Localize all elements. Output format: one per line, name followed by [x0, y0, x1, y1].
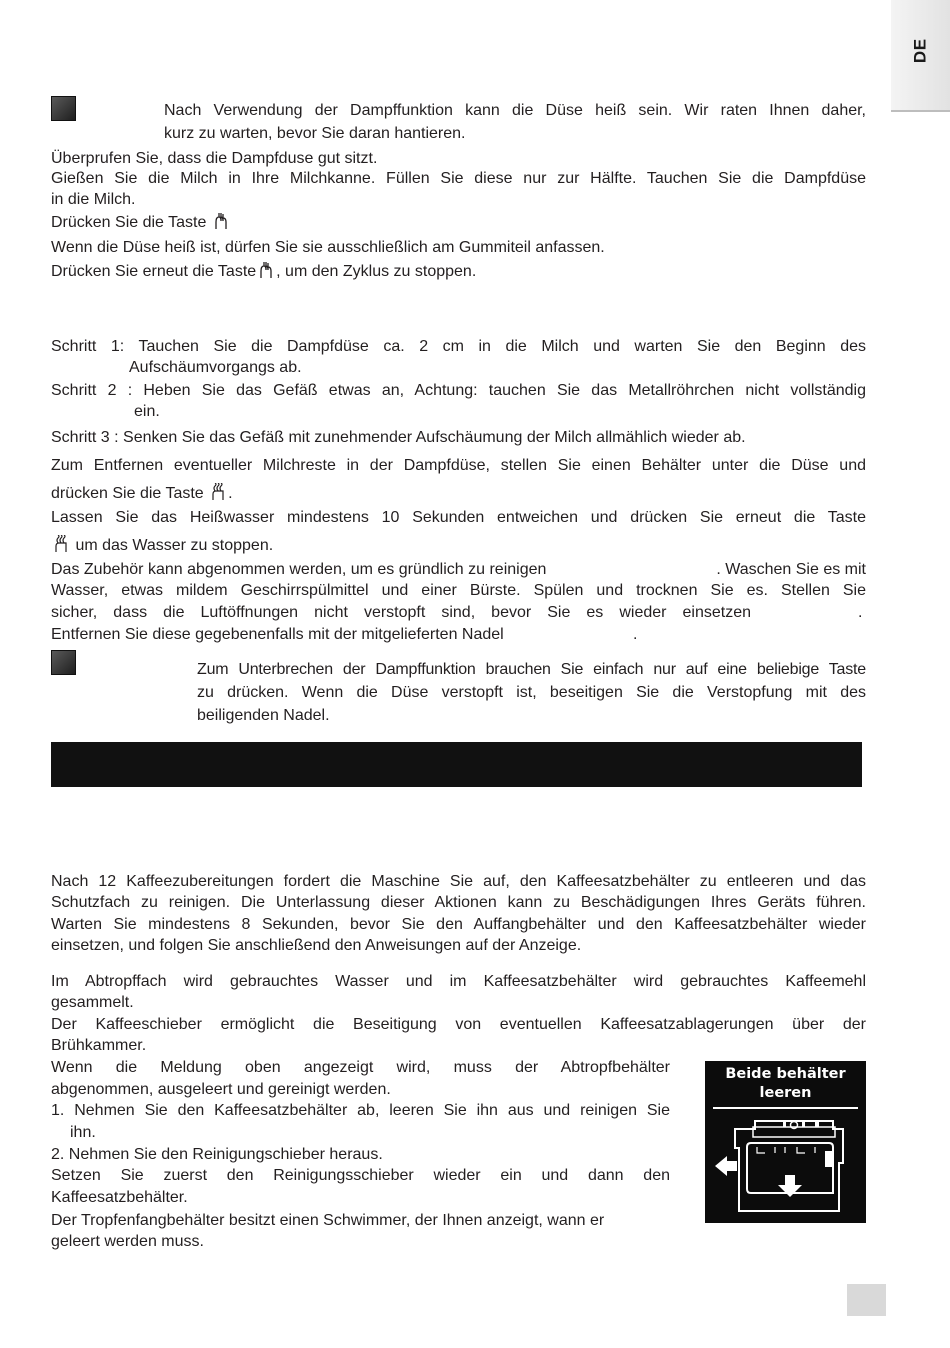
note1-line2: kurz zu warten, bevor Sie daran hantieren.	[164, 125, 466, 142]
hot-water-icon	[210, 483, 226, 501]
clean-line4	[51, 535, 273, 557]
display-line2: leeren	[759, 1085, 812, 1101]
s2-p2-line1: Im Abtropffach wird gebrauchtes Wasser und im Kaffeesatzbehälter wird gebrauchtes Kaffeemehl	[51, 973, 866, 990]
step2-line1: Schritt 2 : Heben Sie das Gefäß etwas an, Achtung: tauchen Sie das Metallröhrchen nicht vollständig	[51, 382, 866, 399]
clean-line2-end: .	[228, 485, 233, 502]
note1-line1: Nach Verwendung der Dampffunktion kann die Düse heiß sein. Wir raten Ihnen daher,	[164, 102, 866, 119]
clean-line7a: sicher, dass die Luftöffnungen nicht verstopft sind, bevor Sie es wieder einsetzen	[51, 604, 751, 621]
s2-p3-line5: 2. Nehmen Sie den Reinigungschieber heraus.	[51, 1146, 383, 1163]
language-label: DE	[910, 38, 930, 64]
clean-line4-text: um das Wasser zu stoppen.	[75, 537, 274, 554]
note-icon	[51, 650, 76, 675]
section-heading-bar	[51, 742, 862, 787]
clean-line3: Lassen Sie das Heißwasser mindestens 10 Sekunden entweichen und drücken Sie erneut die Taste	[51, 509, 866, 526]
s2-p1-line1: Nach 12 Kaffeezubereitungen fordert die Maschine Sie auf, den Kaffeesatzbehälter zu entleeren und das	[51, 873, 866, 890]
s2-p2-line3: Der Kaffeeschieber ermöglicht die Beseitigung von eventuellen Kaffeesatzablagerungen über der	[51, 1016, 866, 1033]
s2-p3-line4: ihn.	[70, 1124, 96, 1141]
s2-p2-line2: gesammelt.	[51, 994, 134, 1011]
clean-line2-text: drücken Sie die Taste	[51, 485, 204, 502]
steam-stop	[51, 261, 476, 283]
steam-press	[51, 212, 231, 234]
language-tab	[891, 0, 950, 112]
s2-p1-line3: Warten Sie mindestens 8 Sekunden, bevor Sie den Auffangbehälter und den Kaffeesatzbehälter wieder	[51, 916, 866, 933]
arrow-left-icon	[715, 1156, 737, 1176]
display-line1: Beide behälter	[725, 1066, 846, 1082]
clean-line7b: .	[858, 604, 863, 621]
s2-p1-line4: einsetzen, und folgen Sie anschließend den Anweisungen auf der Anzeige.	[51, 937, 582, 954]
clean-line8a: Entfernen Sie diese gegebenenfalls mit der mitgelieferten Nadel	[51, 626, 504, 643]
clean-line6: Wasser, etwas mildem Geschirrspülmittel und einer Bürste. Spülen und trocknen Sie es. Stellen Sie	[51, 582, 866, 599]
clean-line5b: . Waschen Sie es mit	[716, 561, 866, 578]
clean-line8b: .	[633, 626, 638, 643]
display-panel-title	[705, 1065, 866, 1103]
steam-icon	[258, 261, 274, 279]
steam-press-text: Drücken Sie die Taste	[51, 214, 207, 231]
steam-icon	[213, 212, 229, 230]
clean-line2	[51, 483, 233, 505]
clean-line5a: Das Zubehör kann abgenommen werden, um es gründlich zu reinigen	[51, 561, 547, 578]
step3: Schritt 3 : Senken Sie das Gefäß mit zunehmender Aufschäumung der Milch allmählich wieder ab.	[51, 429, 746, 446]
steam-check: Überprufen Sie, dass die Dampfduse gut sitzt.	[51, 150, 378, 167]
display-panel	[705, 1061, 866, 1223]
step1-line1: Schritt 1: Tauchen Sie die Dampfdüse ca. 2 cm in die Milch und warten Sie den Beginn des	[51, 338, 866, 355]
note2-line1: Zum Unterbrechen der Dampffunktion brauchen Sie einfach nur auf eine beliebige Taste	[197, 661, 866, 678]
note2-line3: beiligenden Nadel.	[197, 707, 330, 724]
steam-hot-warning: Wenn die Düse heiß ist, dürfen Sie sie ausschließlich am Gummiteil anfassen.	[51, 239, 605, 256]
note-icon	[51, 96, 76, 121]
steam-stop-text-b: , um den Zyklus zu stoppen.	[276, 263, 477, 280]
clean-line1: Zum Entfernen eventueller Milchreste in der Dampfdüse, stellen Sie einen Behälter unter die Düse und	[51, 457, 866, 474]
steam-stop-text-a: Drücken Sie erneut die Taste	[51, 263, 257, 280]
page-number-box	[847, 1284, 886, 1316]
s2-p3-line7: Kaffeesatzbehälter.	[51, 1189, 188, 1206]
s2-p3-line1: Wenn die Meldung oben angezeigt wird, muss der Abtropfbehälter	[51, 1059, 670, 1076]
s2-p3-line6: Setzen Sie zuerst den Reinigungsschieber wieder ein und dann den	[51, 1167, 670, 1184]
note2-line2: zu drücken. Wenn die Düse verstopft ist, beseitigen Sie die Verstopfung mit des	[197, 684, 866, 701]
machine-illustration	[705, 1113, 866, 1223]
steam-pour-1: Gießen Sie die Milch in Ihre Milchkanne. Füllen Sie diese nur zur Hälfte. Tauchen Sie die Dampfdüse	[51, 170, 866, 187]
s2-p3-line2: abgenommen, ausgeleert und gereinigt werden.	[51, 1081, 391, 1098]
s2-p3-line8: Der Tropfenfangbehälter besitzt einen Schwimmer, der Ihnen anzeigt, wann er	[51, 1212, 605, 1229]
steam-pour-2: in die Milch.	[51, 191, 136, 208]
s2-p2-line4: Brühkammer.	[51, 1037, 147, 1054]
s2-p3-line9: geleert werden muss.	[51, 1233, 204, 1250]
hot-water-icon	[53, 535, 69, 553]
s2-p1-line2: Schutzfach zu reinigen. Die Unterlassung dieser Aktionen kann zu Beschädigungen Ihres Geräts führen.	[51, 894, 866, 911]
s2-p3-line3: 1. Nehmen Sie den Kaffeesatzbehälter ab, leeren Sie ihn aus und reinigen Sie	[51, 1102, 670, 1119]
step2-line2: ein.	[134, 403, 160, 420]
display-divider	[713, 1107, 858, 1109]
step1-line2: Aufschäumvorgangs ab.	[129, 359, 302, 376]
